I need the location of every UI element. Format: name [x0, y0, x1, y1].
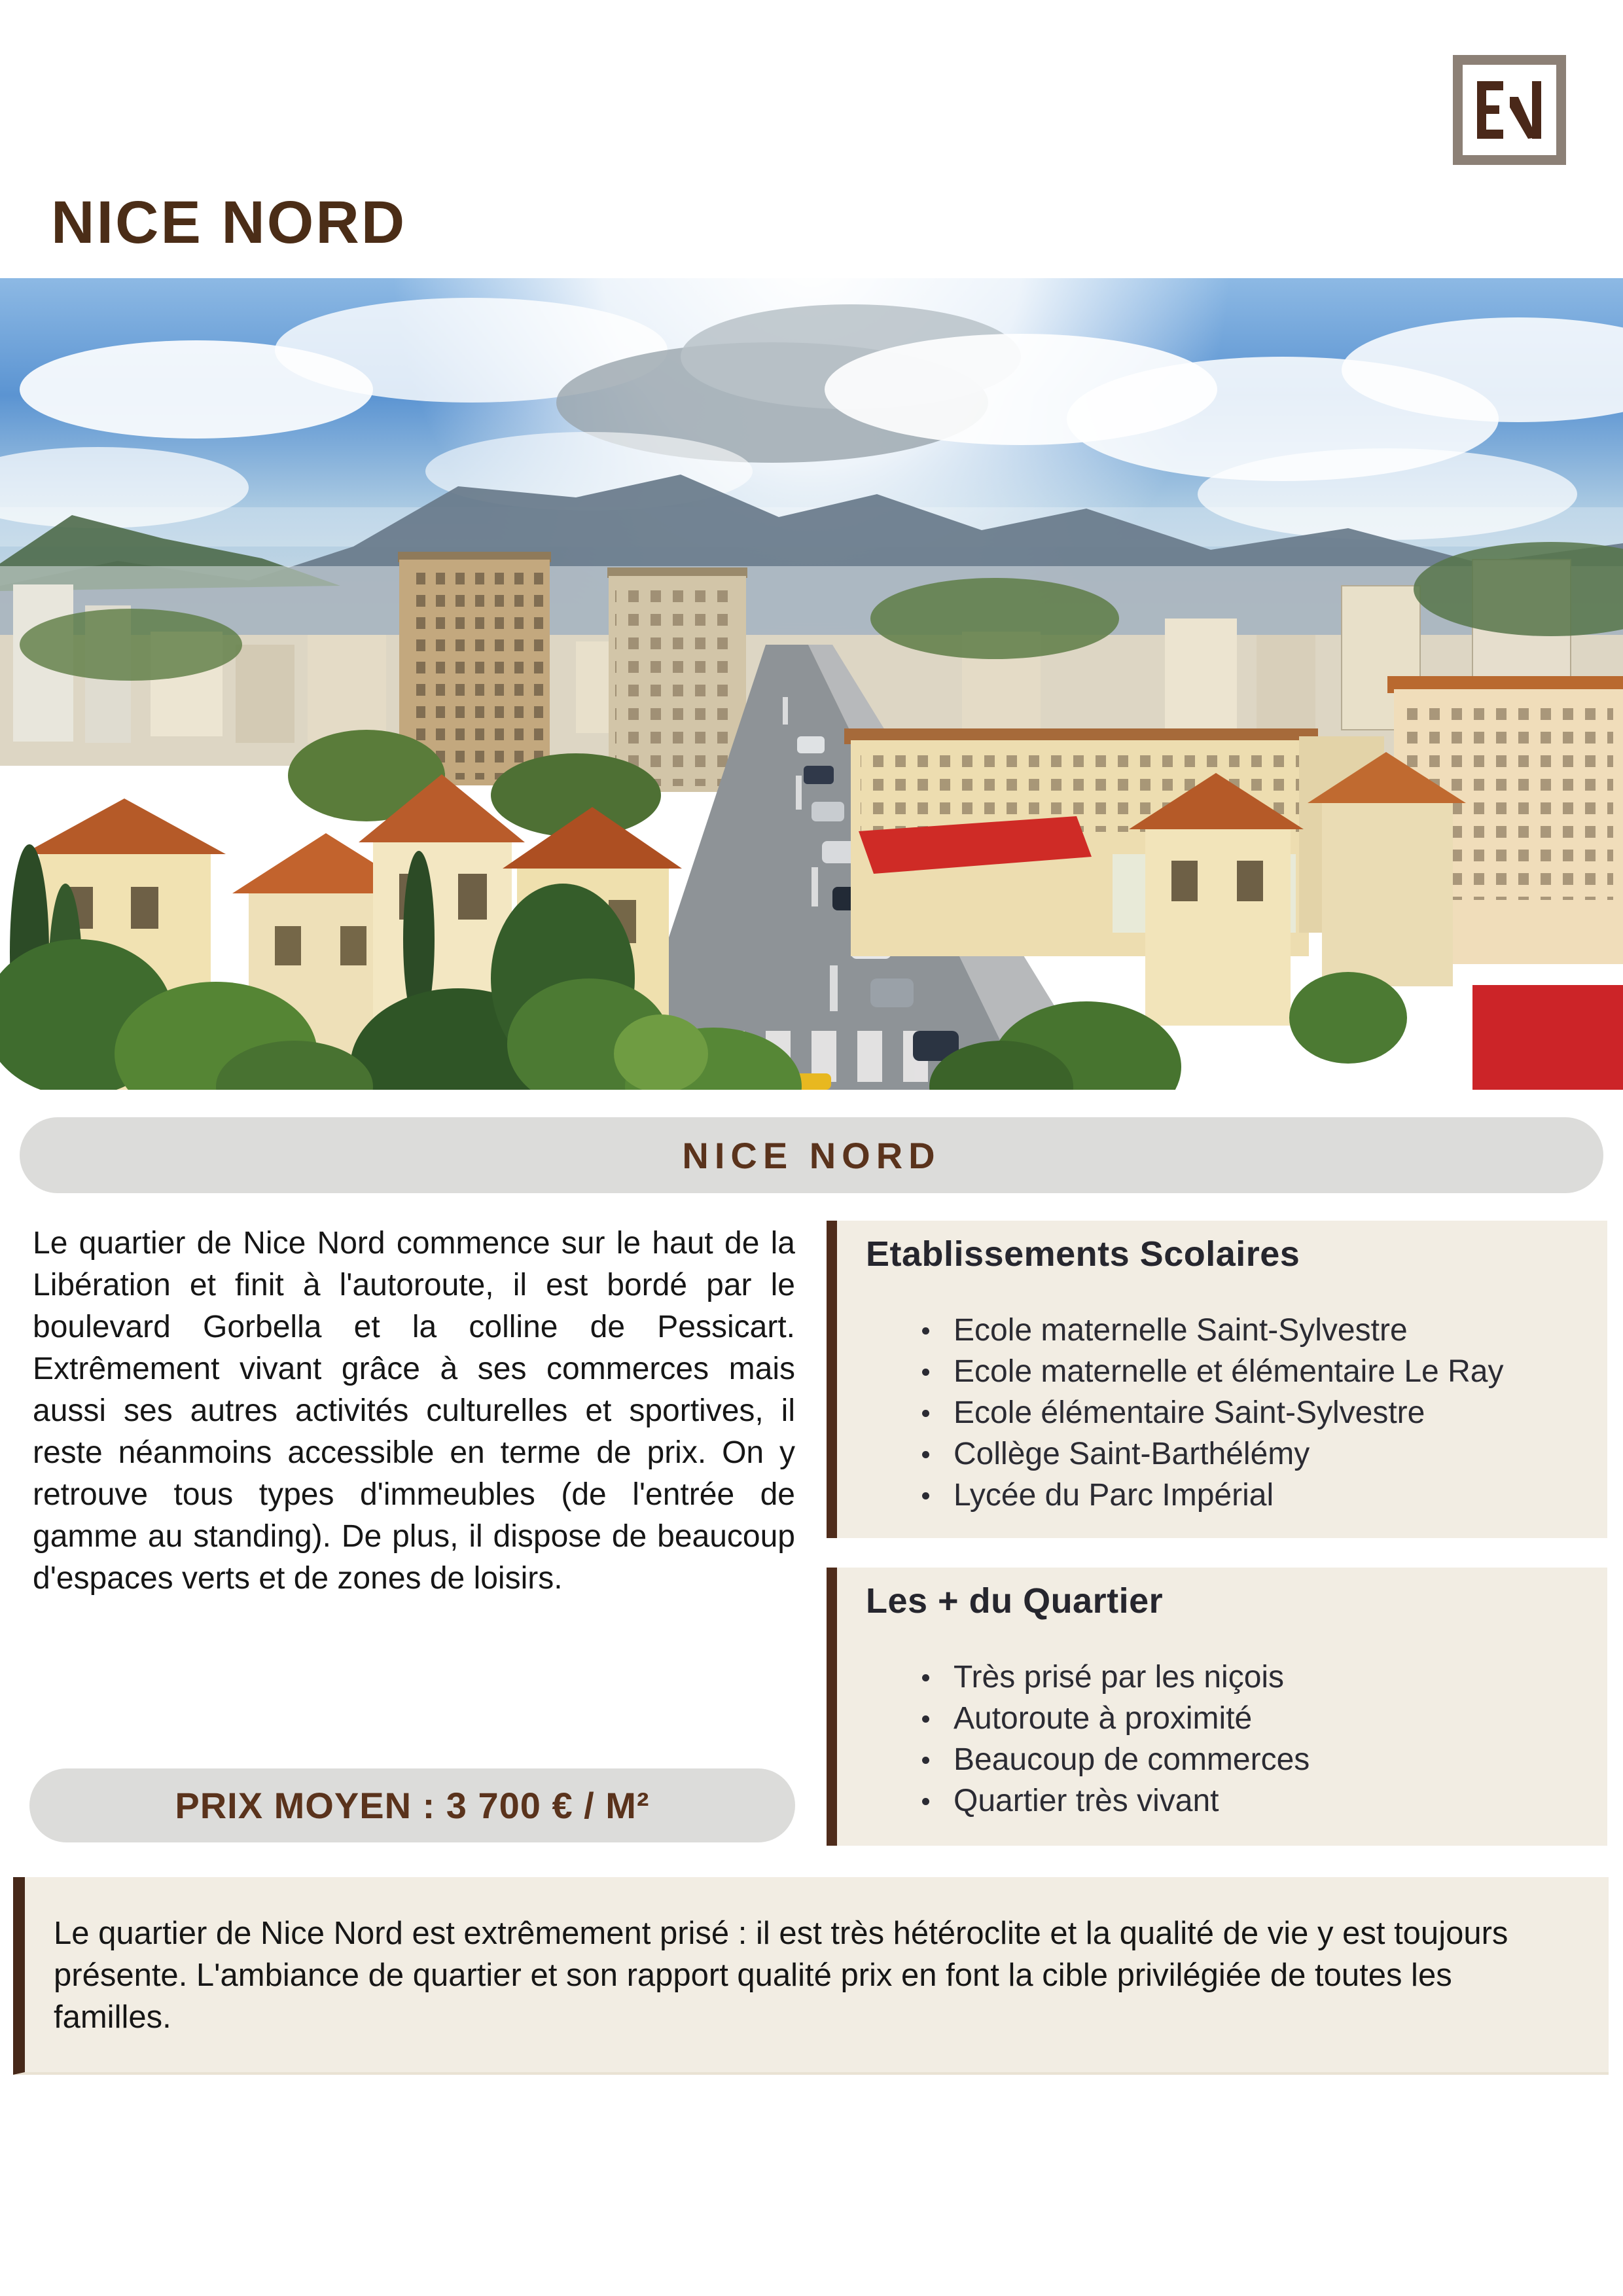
schools-list-item: Ecole maternelle et élémentaire Le Ray — [917, 1351, 1581, 1392]
schools-panel — [827, 1221, 1607, 1538]
quartier-list-item: Autoroute à proximité — [917, 1698, 1581, 1739]
nice-nord-panorama-illustration — [0, 278, 1623, 1090]
schools-list-item: Ecole maternelle Saint-Sylvestre — [917, 1310, 1581, 1351]
banner-title: NICE NORD — [682, 1134, 941, 1176]
en-monogram-icon — [1477, 81, 1543, 139]
quartier-list-item: Très prisé par les niçois — [917, 1657, 1581, 1698]
quartier-highlights-panel — [827, 1568, 1607, 1846]
schools-list-item: Lycée du Parc Impérial — [917, 1475, 1581, 1516]
schools-list-item: Ecole élémentaire Saint-Sylvestre — [917, 1392, 1581, 1433]
schools-list — [866, 1310, 1581, 1516]
summary-note: Le quartier de Nice Nord est extrêmement prisé : il est très hétéroclite et la qualité de vie y est toujours présente. L'ambiance de quartier et son rapport qualité prix en font la cible privilégiée de toutes les familles. — [13, 1877, 1609, 2075]
agency-logo — [1453, 55, 1566, 165]
quartier-list-item: Quartier très vivant — [917, 1780, 1581, 1821]
district-description: Le quartier de Nice Nord commence sur le haut de la Libération et finit à l'autoroute, il est bordé par le boulevard Gorbella et la colline de Pessicart. Extrêmement vivant grâce à ses commerces mais aussi ses autres activités culturelles et sportives, il reste néanmoins accessible en terme de prix. On y retrouve tous types d'immeubles (de l'entrée de gamme au standing). De plus, il dispose de beaucoup d'espaces verts et de zones de loisirs. — [33, 1226, 795, 1596]
quartier-highlights-list — [866, 1657, 1581, 1821]
quartier-list-item: Beaucoup de commerces — [917, 1739, 1581, 1780]
average-price-badge — [29, 1768, 795, 1842]
page-title: NICE NORD — [51, 189, 407, 256]
schools-panel-title: Etablissements Scolaires — [866, 1234, 1300, 1274]
schools-list-item: Collège Saint-Barthélémy — [917, 1433, 1581, 1475]
average-price-label: PRIX MOYEN : 3 700 € / M² — [175, 1785, 650, 1826]
section-banner — [20, 1117, 1603, 1193]
neighborhood-photo — [0, 278, 1623, 1090]
quartier-panel-title: Les + du Quartier — [866, 1581, 1164, 1621]
